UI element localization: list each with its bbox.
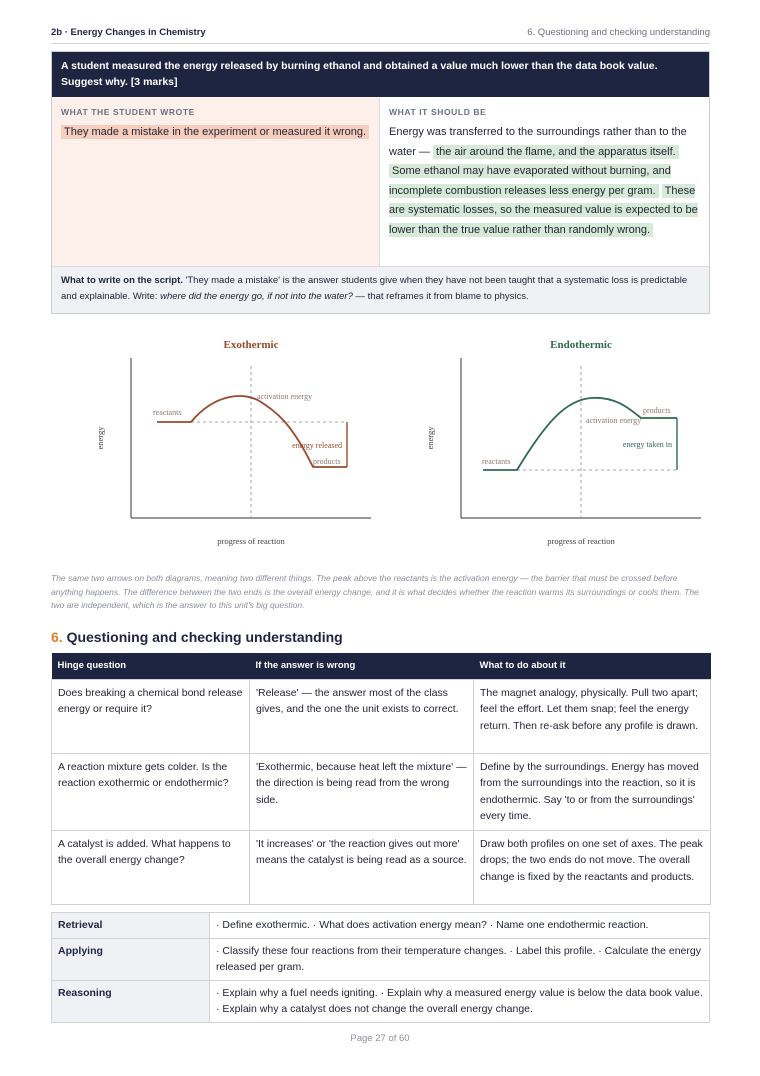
hinge-question-table [51,653,711,905]
column-header: If the answer is wrong [250,653,474,679]
reactants-label: reactants [153,408,182,417]
response-cell: Draw both profiles on one set of axes. The peak drops; the two ends do not move. The overall change is fixed by the reactants and products. [474,830,711,904]
table-header-row [52,653,711,679]
chart-title: Exothermic [223,339,279,351]
script-advice [52,266,709,313]
page-header [51,27,710,44]
energy-taken-in-label: energy taken in [622,440,672,449]
level-label: Applying [52,938,210,980]
hinge-question-cell: A reaction mixture gets colder. Is the reaction exothermic or endothermic? [52,753,250,830]
table-row [52,913,710,939]
model-answer-text [389,123,700,240]
wrong-answer-cell: 'Exothermic, because heat left the mixture' — the direction is being read from the wrong side. [250,753,474,830]
column-header: What to do about it [474,653,711,679]
hinge-question-cell: Does breaking a chemical bond release energy or require it? [52,679,250,753]
answer-columns [52,97,709,266]
script-advice-text: 'They made a mistake' is the answer students give when they have not been taught that a systematic loss is predictable and explainable. Write: [61,275,688,302]
wrong-answer-cell: 'Release' — the answer most of the class gives, and the one the unit exists to correct. [250,679,474,753]
exothermic-chart [95,339,371,546]
section-title: Questioning and checking understanding [66,629,343,645]
diagram-caption: The same two arrows on both diagrams, meaning two different things. The peak above the reactants is the activation energy — the barrier that must be crossed before anything happens. The difference between the two ends is the overall energy change, and it is what decides whether the reaction warms its surroundings or cools them. The two are independent, which is the answer to this unit's big question. [51,573,699,610]
level-label: Reasoning [52,980,210,1022]
unit-title: 2b · Energy Changes in Chemistry [51,27,206,38]
table-row [52,938,710,980]
products-label: products [643,406,671,415]
section-running-title: 6. Questioning and checking understanding [527,27,710,38]
script-advice-question: where did the energy go, if not into the water? [160,291,353,302]
exam-question-box [51,51,710,314]
model-answer-heading: WHAT IT SHOULD BE [389,107,487,117]
energy-released-label: energy released [292,441,342,450]
section-number: 6. [51,629,63,645]
table-row [52,753,711,830]
model-answer-column [380,97,709,266]
section-heading [51,629,343,645]
model-answer-point: These are systematic losses, so the measured value is expected to be lower than the true value rather than randomly wrong. [389,184,698,236]
products-label: products [313,457,341,466]
x-axis-label: progress of reaction [547,536,615,546]
script-advice-text: — that reframes it from blame to physics. [352,291,529,302]
script-advice-lead: What to write on the script. [61,275,183,286]
table-row [52,679,711,753]
model-answer-point: Some ethanol may have evaporated without burning, and incomplete combustion releases less energy per gram. [389,165,671,197]
question-prompt: A student measured the energy released by burning ethanol and obtained a value much lower than the data book value. Suggest why. [3 marks] [52,52,709,97]
activation-energy-label: activation energy [257,392,313,401]
level-questions: · Define exothermic. · What does activation energy mean? · Name one endothermic reaction. [210,913,710,939]
student-answer-text: They made a mistake in the experiment or measured it wrong. [61,125,369,139]
student-answer-column [52,97,380,266]
hinge-question-cell: A catalyst is added. What happens to the overall energy change? [52,830,250,904]
table-row [52,830,711,904]
level-questions: · Classify these four reactions from their temperature changes. · Label this profile. · Calculate the energy released per gram. [210,938,710,980]
page-number: Page 27 of 60 [350,1033,410,1044]
activation-energy-label: activation energy [586,416,642,425]
chart-title: Endothermic [550,339,612,351]
level-questions: · Explain why a fuel needs igniting. · Explain why a measured energy value is below the data book value. · Explain why a catalyst does not change the overall energy change. [210,980,710,1022]
question-levels-table [51,912,710,1023]
endothermic-chart [425,339,701,546]
response-cell: The magnet analogy, physically. Pull two apart; feel the effort. Let them snap; feel the energy return. Then re-ask before any profile is drawn. [474,679,711,753]
y-axis-label: energy [95,426,105,450]
reactants-label: reactants [482,457,511,466]
student-answer-heading: WHAT THE STUDENT WROTE [61,107,195,117]
level-label: Retrieval [52,913,210,939]
column-header: Hinge question [52,653,250,679]
x-axis-label: progress of reaction [217,536,285,546]
table-row [52,980,710,1022]
energy-profile-diagrams [51,322,710,558]
model-answer-intro: Energy was transferred to the surroundings rather than to the water — [389,126,687,158]
wrong-answer-cell: 'It increases' or 'the reaction gives out more' means the catalyst is being read as a source. [250,830,474,904]
y-axis-label: energy [425,426,435,450]
model-answer-point: the air around the flame, and the apparatus itself. [433,145,679,159]
response-cell: Define by the surroundings. Energy has moved from the surroundings into the reaction, so it is endothermic. Say 'to or from the surroundings' every time. [474,753,711,830]
